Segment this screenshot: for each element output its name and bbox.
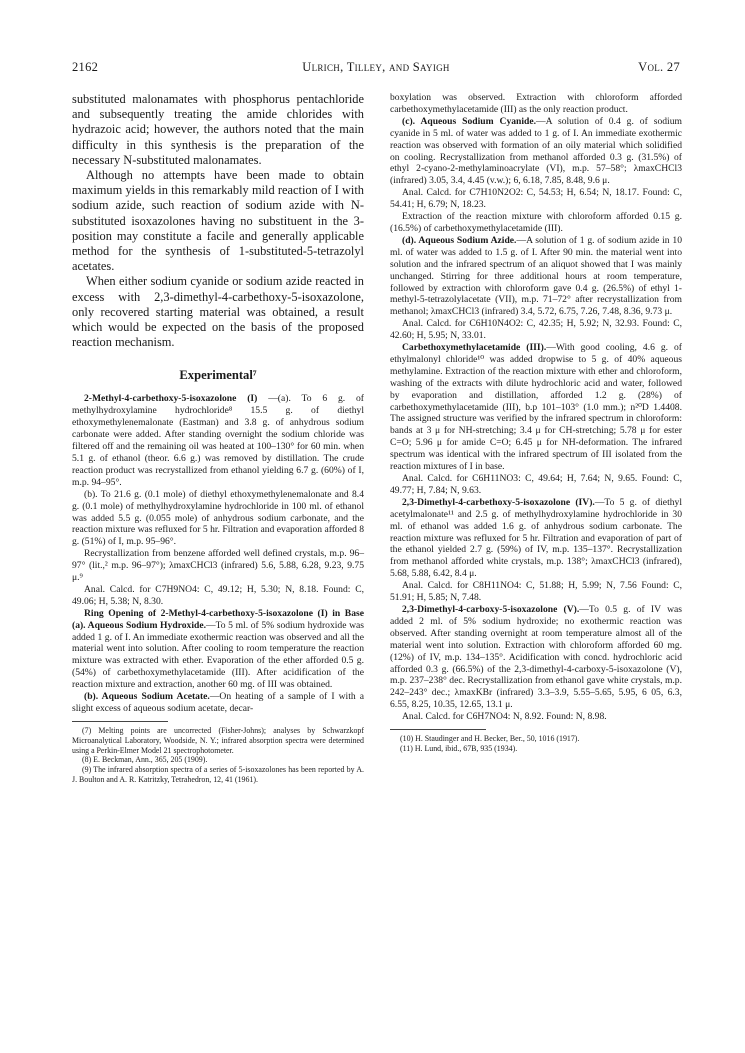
body-paragraph: When either sodium cyanide or sodium azide reacted in excess with 2,3-dimethyl-4-carbethoxy-5-isoxazolone, only recovered starting material was obtained, a result which would be expected on the basis of the proposed reaction mechanism. xyxy=(72,274,364,350)
footnote: (7) Melting points are uncorrected (Fisher-Johns); analyses by Schwarzkopf Microanalytical Laboratory, Woodside, N. Y.; infrared absorption spectra were determined using a Perkin-Elmer Model 21 spectrophotometer. xyxy=(72,725,364,755)
footnote: (8) E. Beckman, Ann., 365, 205 (1909). xyxy=(82,755,208,765)
left-column xyxy=(72,92,364,785)
procedure-paragraph: Recrystallization from benzene afforded well defined crystals, m.p. 96–97° (lit.,² m.p. 96–97°); λmaxCHCl3 (infrared) 5.6, 5.88, 6.28, 9.23, 9.75 μ.⁹ xyxy=(72,548,364,584)
procedure-title: 2-Methyl-4-carbethoxy-5-isoxazolone (I) xyxy=(84,393,258,405)
footnote-divider xyxy=(72,721,168,722)
procedure-title: 2,3-Dimethyl-4-carbethoxy-5-isoxazolone (IV). xyxy=(402,496,595,508)
procedure-paragraph xyxy=(390,342,682,473)
footnote: (11) H. Lund, ibid., 67B, 935 (1934). xyxy=(400,743,518,753)
footnote: (10) H. Staudinger and H. Becker, Ber., 50, 1016 (1917). xyxy=(400,734,580,744)
procedure-title: Carbethoxymethylacetamide (III). xyxy=(402,342,547,354)
page-number: 2162 xyxy=(72,60,99,74)
right-column xyxy=(390,92,682,754)
procedure-paragraph xyxy=(390,235,682,318)
body-paragraph: substituted malonamates with phosphorus pentachloride and subsequently treating the amide chlorides with hydrazoic acid; however, the authors noted that the main difficulty in this synthesis is the preparation of the necessary N-substituted malonamates. xyxy=(72,92,364,167)
procedure-paragraph xyxy=(72,393,364,488)
procedure-text: —To 5 g. of diethyl acetylmalonate¹¹ and 2.5 g. of methylhydroxylamine hydrochloride in 30 ml. of ethanol was added 1.6 g. of anhydrous sodium carbonate. The reaction mixture was refluxed for 5 hr. Filtration and evaporation of part of the ethanol yielded 2.7 g. (59%) of IV, m.p. 135–137°. Recrystallization from methanol afforded white crystals, m.p. 138°; λmaxCHCl3 (infrared), 5.68, 5.88, 6.42, 8.4 μ. xyxy=(390,496,682,580)
procedure-paragraph: boxylation was observed. Extraction with chloroform afforded carbethoxymethylacetamide (III) as the only reaction product. xyxy=(390,92,682,115)
analysis-line: Anal. Calcd. for C7H10N2O2: C, 54.53; H, 6.54; N, 18.17. Found: C, 54.41; H, 6.79; N, 18.23. xyxy=(390,187,682,211)
procedure-title: (b). Aqueous Sodium Acetate. xyxy=(84,691,210,703)
procedure-title: 2,3-Dimethyl-4-carboxy-5-isoxazolone (V). xyxy=(402,603,580,615)
procedure-paragraph xyxy=(390,604,682,711)
procedure-title: (d). Aqueous Sodium Azide. xyxy=(402,234,517,246)
section-heading: Experimental⁷ xyxy=(179,368,257,383)
procedure-paragraph: Extraction of the reaction mixture with chloroform afforded 0.15 g. (16.5%) of carbethoxymethylacetamide (III). xyxy=(390,211,682,234)
procedure-text: —A solution of 1 g. of sodium azide in 10 ml. of water was added to 1.5 g. of I. After 90 min. the material went into solution and the infrared spectrum of an aliquot showed that I was mainly unchanged. Stirring for three additional hours at room temperature, followed by extraction with chloroform gave 0.4 g. (26.5%) of ethyl 1-methyl-5-tetrazolylacetate (VII), m.p. 71–72° after recrystallization from methanol; λmaxCHCl3 (infrared) 3.4, 5.72, 6.75, 7.26, 7.48, 8.36, 9.73 μ. xyxy=(390,234,682,318)
procedure-text: —On heating of a sample of I with a slight excess of aqueous sodium acetate, decar- xyxy=(72,691,365,715)
procedure-text: —To 5 ml. of 5% sodium hydroxide was added 1 g. of I. An immediate exothermic reaction was observed and all the material went into solution. After cooling to room temperature the reaction mixture was extracted with ether. Evaporation of the ether afforded 0.5 g. (54%) of carbethoxymethylacetamide (III). After acidification of the reaction mixture and extraction, another 60 mg. of III was obtained. xyxy=(72,619,364,691)
procedure-text: —To 0.5 g. of IV was added 2 ml. of 5% sodium hydroxide; no exothermic reaction was observed. After standing overnight at room temperature almost all of the material went into solution. Extraction with chloroform afforded 60 mg. (12%) of IV, m.p. 134–135°. Acidification with concd. hydrochloric acid afforded 0.3 g. (66.5%) of the 2,3-dimethyl-4-carboxy-5-isoxazolone (V), m.p. 237–238° dec. Recrystallization from ethanol gave white crystals, m.p. 242–243° dec.; λmaxKBr (infrared) 3.3–3.9, 5.55–5.65, 5.95, 6 05, 6.3, 6.55, 8.25, 10.35, 12.65, 13.1 μ. xyxy=(390,603,683,711)
volume-label: Vol. 27 xyxy=(638,60,680,74)
body-paragraph: Although no attempts have been made to obtain maximum yields in this remarkably mild reaction of I with sodium azide, such reaction of sodium azide with N-substituted isoxazolones having no substituent in the 3- position may constitute a facile and generally applicable method for the synthesis of 1-substituted-5-tetrazolyl acetates. xyxy=(72,168,364,274)
procedure-paragraph xyxy=(72,691,364,715)
analysis-line: Anal. Calcd. for C6H11NO3: C, 49.64; H, 7.64; N, 9.65. Found: C, 49.77; H, 7.84; N, 9.63. xyxy=(390,473,682,496)
procedure-title: Ring Opening of 2-Methyl-4-carbethoxy-5-isoxazolone (I) in Base (a). Aqueous Sodium Hydroxide. xyxy=(72,607,364,631)
footnote-divider xyxy=(390,729,486,730)
analysis-line: Anal. Calcd. for C7H9NO4: C, 49.12; H, 5.30; N, 8.18. Found: C, 49.06; H, 5.38; N, 8.30. xyxy=(72,583,364,607)
procedure-paragraph: (b). To 21.6 g. (0.1 mole) of diethyl ethoxymethylenemalonate and 8.4 g. (0.1 mole) of methylhydroxylamine hydrochloride in 100 ml. of ethanol was added 5.5 g. (0.055 mole) of anhydrous sodium carbonate, and the reaction mixture was refluxed for 5 hr. Filtration and evaporation afforded 8 g. (51%) of I, m.p. 95–96°. xyxy=(72,488,364,548)
procedure-title: (c). Aqueous Sodium Cyanide. xyxy=(402,115,537,127)
footnote: (9) The infrared absorption spectra of a series of 5-isoxazolones has been reported by A. J. Boulton and A. R. Katritzky, Tetrahedron, 12, 41 (1961). xyxy=(72,765,364,784)
running-authors: Ulrich, Tilley, and Sayigh xyxy=(302,60,450,74)
procedure-text: —With good cooling, 4.6 g. of ethylmalonyl chloride¹⁰ was added dropwise to 5 g. of 40% aqueous methylamine. Extraction of the reaction mixture with ether and chloroform, washing of the extracts with dilute hydrochloric acid and water, followed by evaporation and distillation, afforded 1.2 g. (28%) of carbethoxymethylacetamide (III), b.p 101–103° (1.0 mm.); n²⁰D 1.4408. The assigned structure was verified by the infrared spectrum in chloroform: bands at 3 μ for NH-stretching; 3.4 μ for CH-stretching; 5.78 μ for ester C=O; 5.96 μ for amide C=O; 6.45 μ for NH-deformation. The infrared spectrum was identical with the infrared spectrum of III isolated from the reaction mixtures of I in base. xyxy=(390,342,682,473)
procedure-paragraph xyxy=(72,608,364,691)
procedure-text: —(a). To 6 g. of methylhydroxylamine hydrochloride⁸ 15.5 g. of diethyl ethoxymethylenemalonate (Eastman) and 3.8 g. of anhydrous sodium carbonate were added. After standing overnight the sodium chloride was filtered off and the remaining oil was heated at 100–130° for 60 min. when 5.1 g. of ethanol (theor. 6.6 g.) was removed by distillation. The crude reaction product was recrystallized from ethanol yielding 6.7 g. (60%) of I, m.p. 94–95°. xyxy=(72,393,365,488)
procedure-text: —A solution of 0.4 g. of sodium cyanide in 5 ml. of water was added to 1 g. of I. An immediate exothermic reaction was observed with formation of an oily material which solidified on cooling. Recrystallization from methanol afforded 0.3 g. (31.5%) of ethyl 2-cyano-2-methylaminoacrylate (VI), m.p. 57–58°; λmaxCHCl3 (infrared) 3.05, 3.4, 4.45 (v.w.); 6, 6.18, 7.85, 8.48, 9.6 μ. xyxy=(390,115,682,187)
running-head xyxy=(72,60,680,80)
analysis-line: Anal. Calcd. for C8H11NO4: C, 51.88; H, 5.99; N, 7.56 Found: C, 51.91; H, 5.85; N, 7.48. xyxy=(390,580,682,604)
analysis-line: Anal. Calcd. for C6H7NO4: N, 8.92. Found: N, 8.98. xyxy=(402,711,607,723)
procedure-paragraph xyxy=(390,497,682,580)
analysis-line: Anal. Calcd. for C6H10N4O2: C, 42.35; H, 5.92; N, 32.93. Found: C, 42.60; H, 5.95; N, 33.01. xyxy=(390,318,682,342)
procedure-paragraph xyxy=(390,116,682,187)
